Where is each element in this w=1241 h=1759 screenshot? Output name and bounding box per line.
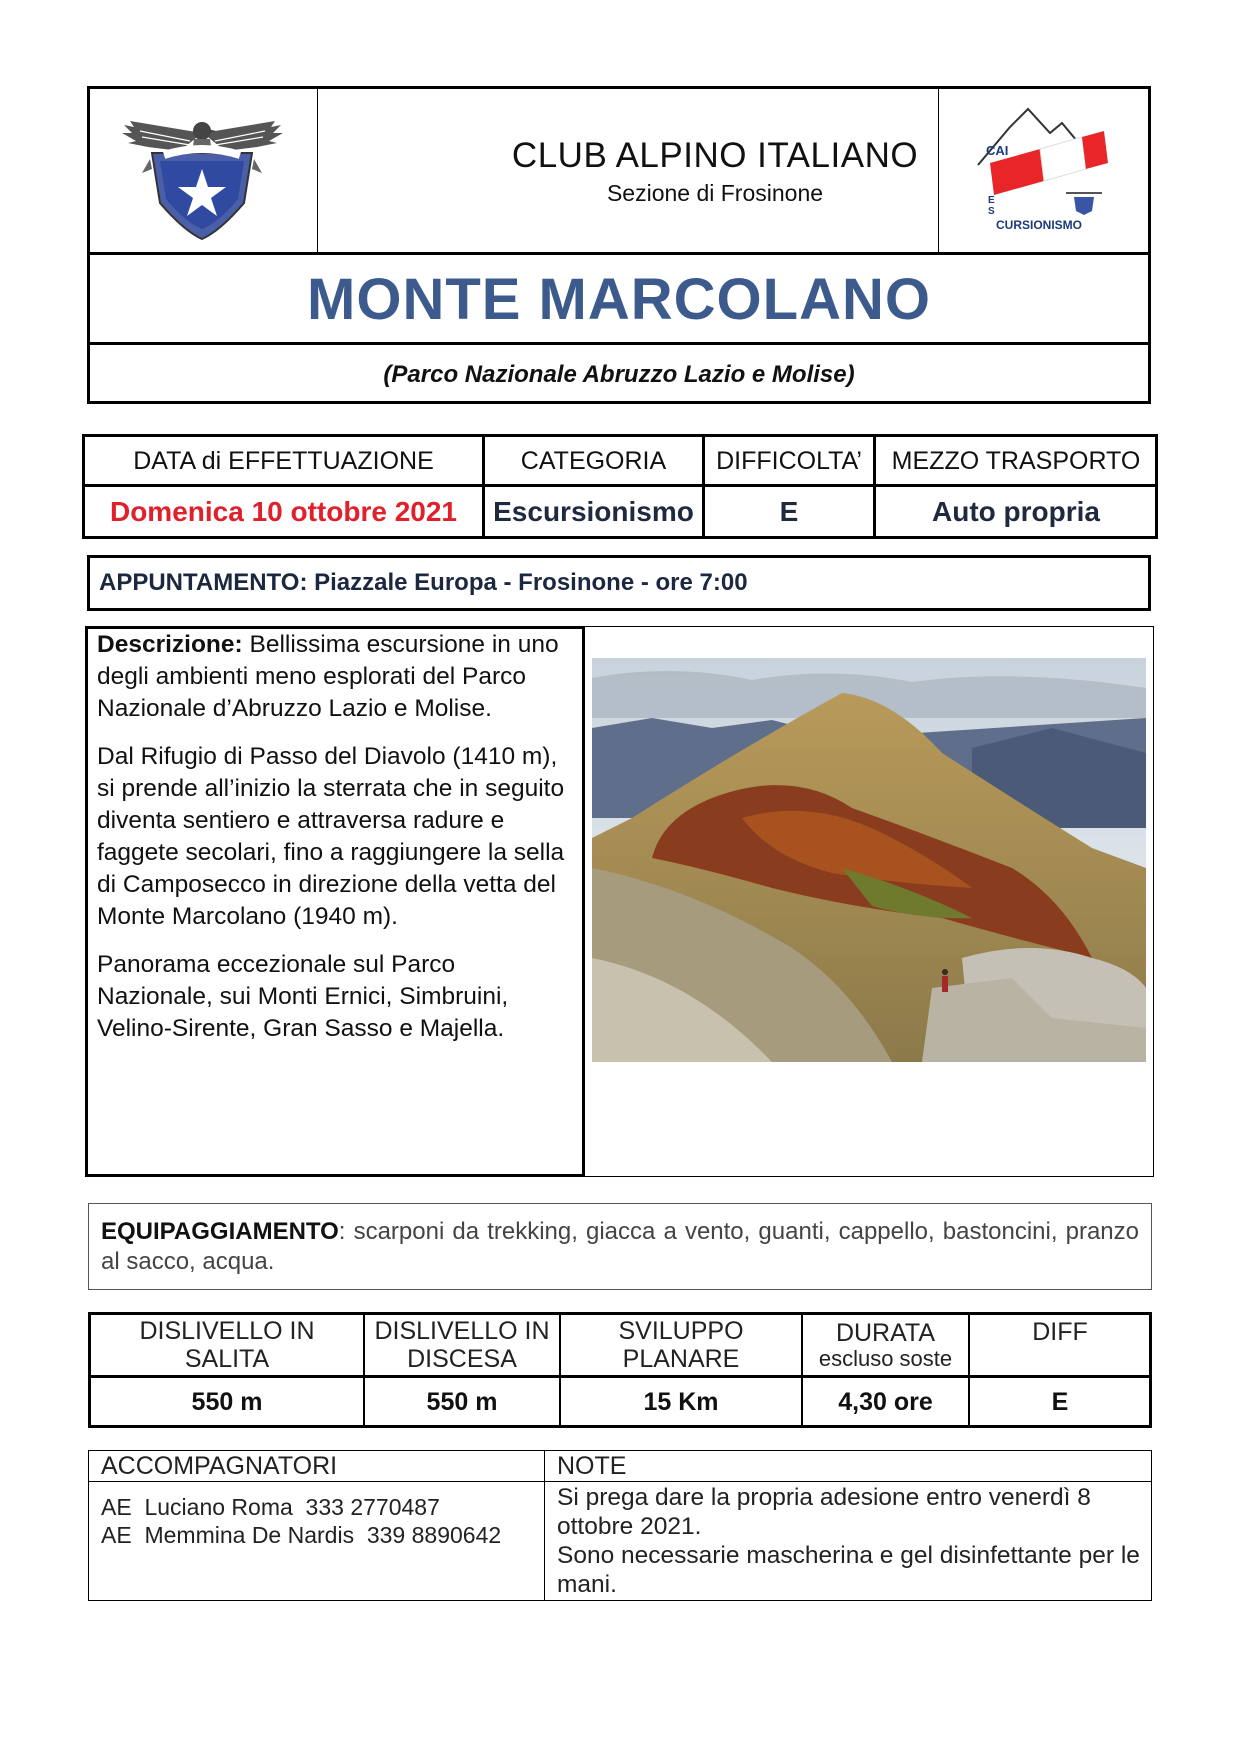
note-1: Si prega dare la propria adesione entro venerdì 8 ottobre 2021. bbox=[557, 1484, 1091, 1540]
guides-notes-table bbox=[88, 1450, 1152, 1601]
event-transport: Auto propria bbox=[932, 496, 1100, 527]
header-descent-line2: DISCESA bbox=[407, 1345, 517, 1373]
guides-list bbox=[101, 1493, 501, 1549]
logo-es-letters: ES bbox=[988, 195, 995, 217]
divider bbox=[544, 1451, 545, 1600]
page-subtitle: (Parco Nazionale Abruzzo Lazio e Molise) bbox=[383, 361, 855, 388]
description-p3: Panorama eccezionale sul Parco Nazionale, sui Monti Ernici, Simbruini, Velino-Sirente, Gran Sasso e Majella. bbox=[97, 951, 509, 1042]
section-name: Sezione di Frosinone bbox=[606, 180, 824, 206]
header-transport: MEZZO TRASPORTO bbox=[891, 446, 1141, 475]
header-diff bbox=[970, 1315, 1150, 1375]
distance-value: 15 Km bbox=[643, 1387, 719, 1416]
equipment-label: EQUIPAGGIAMENTO bbox=[101, 1218, 339, 1245]
descent-value: 550 m bbox=[426, 1387, 498, 1416]
ascent-value: 550 m bbox=[191, 1387, 263, 1416]
header-difficulty: DIFFICOLTA’ bbox=[716, 446, 862, 475]
description-p2: Dal Rifugio di Passo del Diavolo (1410 m), si prende all’inizio la sterrata che in seguito diventa sentiero e attraversa radure e faggete secolari, fino a raggiungere la sella di Camposecco in direzione della vetta del Monte Marcolano (1940 m). bbox=[97, 743, 565, 930]
logo-cai-text: CAI bbox=[986, 143, 1009, 158]
guide-2: AE Memmina De Nardis 339 8890642 bbox=[101, 1522, 502, 1548]
cai-eagle-logo-icon bbox=[120, 103, 285, 243]
divider bbox=[317, 89, 318, 254]
equipment-box bbox=[88, 1203, 1152, 1290]
header-distance-line2: PLANARE bbox=[622, 1345, 740, 1373]
header-date: DATA di EFFETTUAZIONE bbox=[133, 446, 434, 475]
description-p1: Bellissima escursione in uno degli ambienti meno esplorati del Parco Nazionale d’Abruzzo Lazio e Molise. bbox=[97, 631, 559, 722]
logo-cursionismo-text: CURSIONISMO bbox=[996, 218, 1083, 232]
header-descent bbox=[365, 1315, 559, 1375]
mountain-photo-icon bbox=[592, 658, 1146, 1062]
page-title: MONTE MARCOLANO bbox=[307, 266, 931, 332]
description-box bbox=[85, 626, 585, 1177]
header-ascent-line1: DISLIVELLO IN bbox=[139, 1317, 315, 1345]
event-category: Escursionismo bbox=[493, 496, 694, 527]
org-name: CLUB ALPINO ITALIANO bbox=[511, 136, 919, 175]
diff-value: E bbox=[1051, 1387, 1069, 1416]
club-heading bbox=[405, 89, 1025, 254]
note-2: Sono necessarie mascherina e gel disinfettante per le mani. bbox=[557, 1542, 1140, 1598]
escursionismo-logo bbox=[970, 97, 1125, 247]
event-date: Domenica 10 ottobre 2021 bbox=[109, 496, 458, 527]
guides-label: ACCOMPAGNATORI bbox=[101, 1451, 338, 1480]
header-distance bbox=[561, 1315, 801, 1375]
header-ascent-line2: SALITA bbox=[184, 1345, 270, 1373]
header-ascent bbox=[91, 1315, 363, 1375]
header-category: CATEGORIA bbox=[520, 446, 667, 475]
event-difficulty: E bbox=[779, 496, 799, 527]
duration-value: 4,30 ore bbox=[838, 1387, 933, 1416]
stats-table bbox=[88, 1312, 1152, 1428]
header-duration-line1: DURATA bbox=[835, 1319, 936, 1347]
header-duration bbox=[803, 1315, 968, 1375]
guide-1: AE Luciano Roma 333 2770487 bbox=[101, 1494, 440, 1520]
appointment-box bbox=[87, 555, 1151, 611]
header-diff-label: DIFF bbox=[1032, 1318, 1088, 1346]
header-distance-line1: SVILUPPO bbox=[618, 1317, 744, 1345]
info-table bbox=[82, 434, 1158, 539]
notes-label: NOTE bbox=[557, 1451, 627, 1480]
notes-text bbox=[557, 1483, 1147, 1599]
description-label: Descrizione: bbox=[97, 631, 243, 658]
header-box bbox=[87, 86, 1151, 404]
header-descent-line1: DISLIVELLO IN bbox=[374, 1317, 550, 1345]
equipment-text: : scarponi da trekking, giacca a vento, guanti, cappello, bastoncini, pranzo al sacco, acqua. bbox=[101, 1218, 1139, 1275]
appointment-text: APPUNTAMENTO: Piazzale Europa - Frosinone - ore 7:00 bbox=[99, 569, 748, 596]
divider bbox=[89, 1481, 1151, 1482]
header-duration-line2: escluso soste bbox=[818, 1346, 953, 1371]
